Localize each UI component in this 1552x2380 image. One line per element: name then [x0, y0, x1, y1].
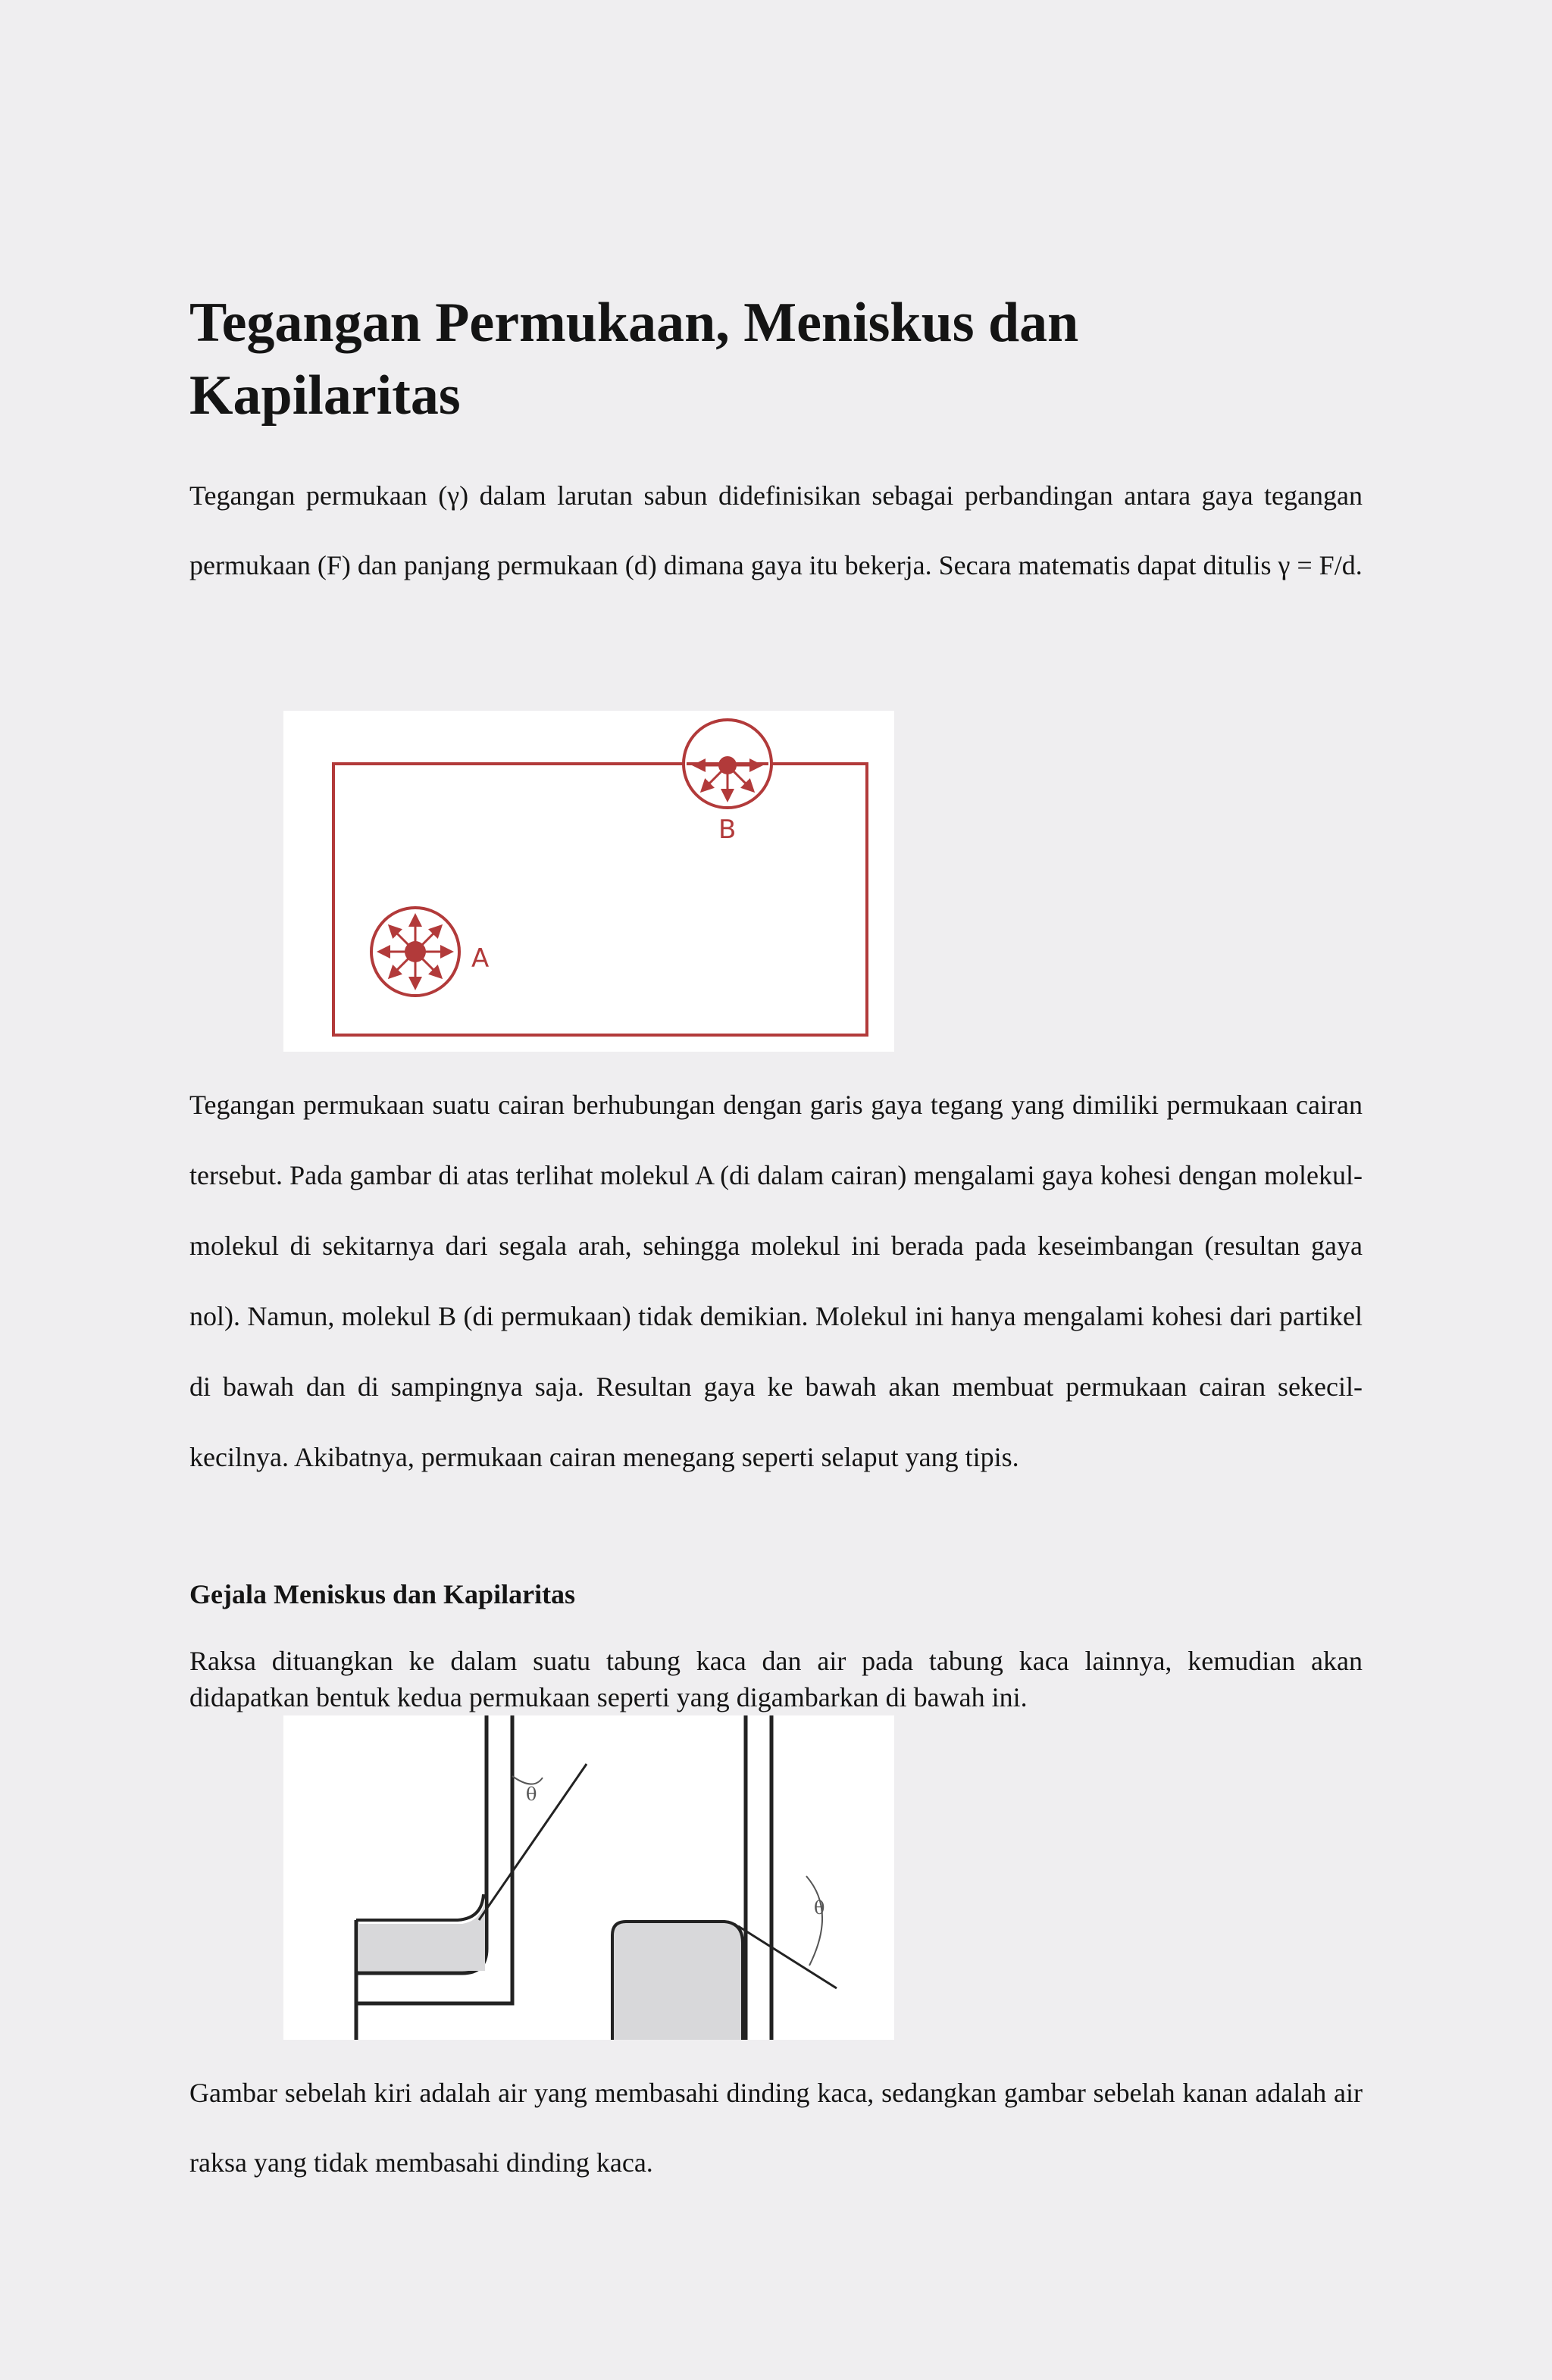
water-tube — [356, 1715, 587, 2040]
paragraph-definition: Tegangan permukaan (γ) dalam larutan sabun didefinisikan sebagai perbandingan antara gaya tegangan permukaan (F) dan panjang permukaan (d) dimana gaya itu bekerja. Secara matematis dapat ditulis γ = F/d. — [189, 480, 1363, 580]
paragraph-explanation: Tegangan permukaan suatu cairan berhubungan dengan garis gaya tegang yang dimiliki permukaan cairan tersebut. Pada gambar di atas terlihat molekul A (di dalam cairan) mengalami gaya kohesi dengan molekul-molekul di sekitarnya dari segala arah, sehingga molekul ini berada pada keseimbangan (resultan gaya nol). Namun, molekul B (di permukaan) tidak demikian. Molekul ini hanya mengalami kohesi dari partikel di bawah dan di sampingnya saja. Resultan gaya ke bawah akan membuat permukaan cairan sekecil-kecilnya. Akibatnya, permukaan cairan menegang seperti selaput yang tipis. — [189, 1090, 1363, 1472]
water-contact-angle-label: θ — [526, 1784, 537, 1805]
page-title: Tegangan Permukaan, Meniskus dan Kapilaritas — [189, 292, 1079, 427]
section-heading: Gejala Meniskus dan Kapilaritas — [189, 1579, 576, 1609]
surface-tension-diagram — [283, 711, 894, 1052]
paragraph-meniscus-conclusion: Gambar sebelah kiri adalah air yang membasahi dinding kaca, sedangkan gambar sebelah kanan adalah air raksa yang tidak membasahi dinding kaca. — [189, 2078, 1363, 2178]
mercury-tube — [612, 1715, 837, 2040]
molecule-a — [371, 908, 459, 996]
paragraph-meniscus-intro: Raksa dituangkan ke dalam suatu tabung kaca dan air pada tabung kaca lainnya, kemudian akan didapatkan bentuk kedua permukaan seperti yang digambarkan di bawah ini. — [189, 1646, 1363, 1712]
molecule-b-label: B — [718, 815, 737, 845]
meniscus-diagram — [283, 1715, 894, 2040]
molecule-a-label: A — [471, 943, 490, 974]
molecule-b — [684, 720, 771, 808]
meniscus-figure — [283, 1715, 894, 2040]
mercury-contact-angle-label: θ — [814, 1897, 825, 1919]
surface-tension-figure — [283, 711, 894, 1052]
